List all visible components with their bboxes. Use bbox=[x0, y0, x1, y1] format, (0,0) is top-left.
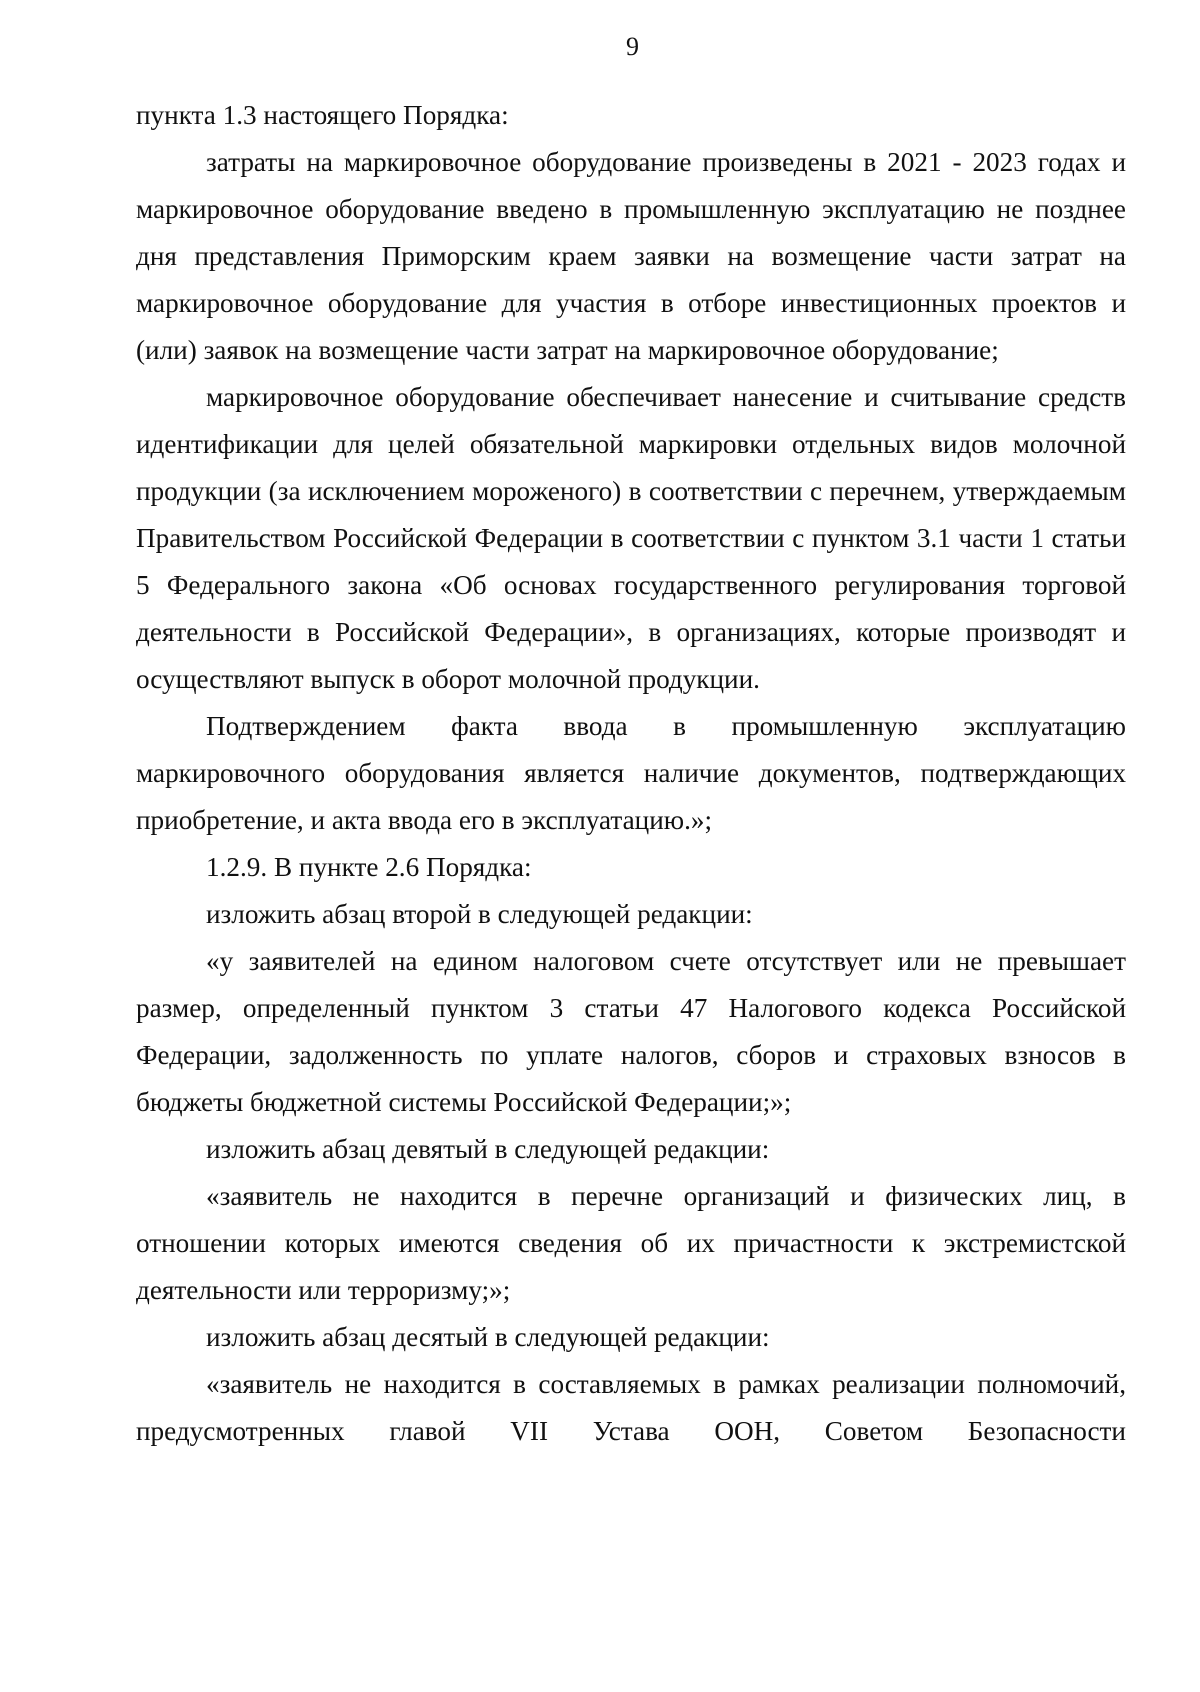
paragraph-6: «у заявителей на едином налоговом счете отсутствует или не превышает размер, определенный пунктом 3 статьи 47 Налогового кодекса Российской Федерации, задолженность по уплате налогов, сборов и страховых взносов в бюджеты бюджетной системы Российской Федерации;»; bbox=[136, 946, 1126, 1117]
page-number: 9 bbox=[626, 32, 639, 61]
paragraph-9: изложить абзац десятый в следующей редакции: bbox=[206, 1322, 770, 1352]
paragraph-8: «заявитель не находится в перечне организаций и физических лиц, в отношении которых имеются сведения об их причастности к экстремистской деятельности или терроризму;»; bbox=[136, 1181, 1126, 1305]
paragraph-7: изложить абзац девятый в следующей редакции: bbox=[206, 1134, 770, 1164]
paragraph-4: 1.2.9. В пункте 2.6 Порядка: bbox=[206, 852, 532, 882]
paragraph-1: затраты на маркировочное оборудование произведены в 2021 - 2023 годах и маркировочное оборудование введено в промышленную эксплуатацию не позднее дня представления Приморским краем заявки на возмещение части затрат на маркировочное оборудование для участия в отборе инвестиционных проектов и (или) заявок на возмещение части затрат на маркировочное оборудование; bbox=[136, 147, 1126, 365]
document-body bbox=[136, 92, 1126, 1455]
paragraph-0: пункта 1.3 настоящего Порядка: bbox=[136, 100, 509, 130]
paragraph-2: маркировочное оборудование обеспечивает нанесение и считывание средств идентификации для целей обязательной маркировки отдельных видов молочной продукции (за исключением мороженого) в соответствии с перечнем, утверждаемым Правительством Российской Федерации в соответствии с пунктом 3.1 части 1 статьи 5 Федерального закона «Об основах государственного регулирования торговой деятельности в Российской Федерации», в организациях, которые производят и осуществляют выпуск в оборот молочной продукции. bbox=[136, 382, 1126, 694]
paragraph-3: Подтверждением факта ввода в промышленную эксплуатацию маркировочного оборудования является наличие документов, подтверждающих приобретение, и акта ввода его в эксплуатацию.»; bbox=[136, 711, 1126, 835]
paragraph-5: изложить абзац второй в следующей редакции: bbox=[206, 899, 753, 929]
paragraph-10: «заявитель не находится в составляемых в рамках реализации полномочий, предусмотренных главой VII Устава ООН, Советом Безопасности bbox=[136, 1369, 1126, 1446]
